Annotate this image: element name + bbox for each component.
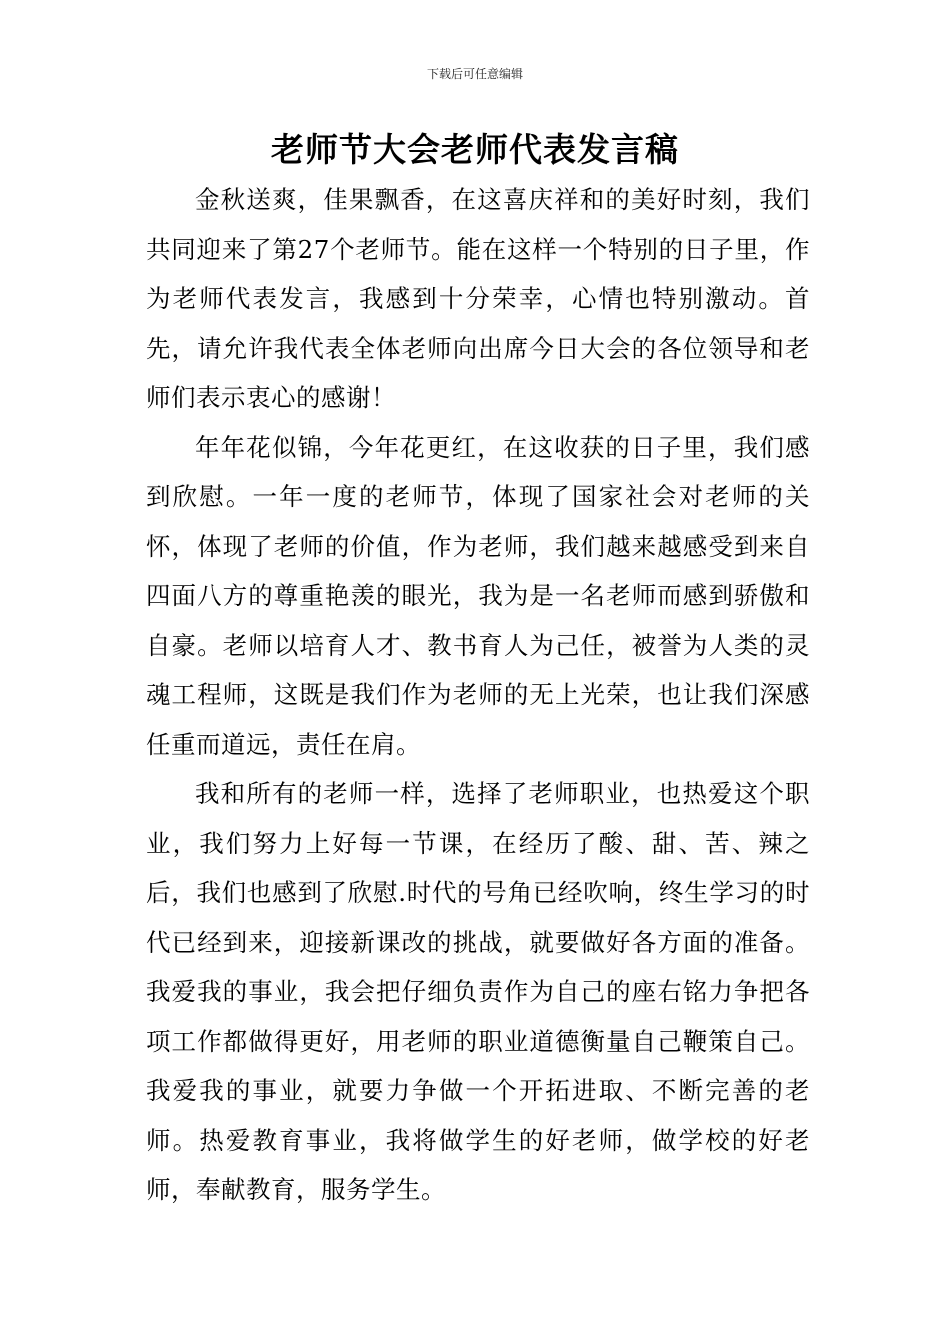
document-title: 老师节大会老师代表发言稿 bbox=[271, 130, 679, 169]
paragraph-1: 金秋送爽，佳果飘香，在这喜庆祥和的美好时刻，我们共同迎来了第27个老师节。能在这样一个特别的日子里，作为老师代表发言，我感到十分荣幸，心情也特别激动。首先，请允许我代表全体老师向出席今日大会的各位领导和老师们表示衷心的感谢！ bbox=[146, 185, 810, 412]
document-body bbox=[146, 175, 810, 1215]
header-note: 下载后可任意编辑 bbox=[426, 67, 523, 81]
paragraph-3: 我和所有的老师一样，选择了老师职业，也热爱这个职业，我们努力上好每一节课，在经历了酸、甜、苦、辣之后，我们也感到了欣慰.时代的号角已经吹响，终生学习的时代已经到来，迎接新课改的挑战，就要做好各方面的准备。我爱我的事业，我会把仔细负责作为自己的座右铭力争把各项工作都做得更好，用老师的职业道德衡量自己鞭策自己。我爱我的事业，就要力争做一个开拓进取、不断完善的老师。热爱教育事业，我将做学生的好老师，做学校的好老师，奉献教育，服务学生。 bbox=[146, 779, 810, 1204]
paragraph-2: 年年花似锦，今年花更红，在这收获的日子里，我们感到欣慰。一年一度的老师节，体现了国家社会对老师的关怀，体现了老师的价值，作为老师，我们越来越感受到来自四面八方的尊重艳羡的眼光，我为是一名老师而感到骄傲和自豪。老师以培育人才、教书育人为己任，被誉为人类的灵魂工程师，这既是我们作为老师的无上光荣，也让我们深感任重而道远，责任在肩。 bbox=[146, 432, 810, 759]
